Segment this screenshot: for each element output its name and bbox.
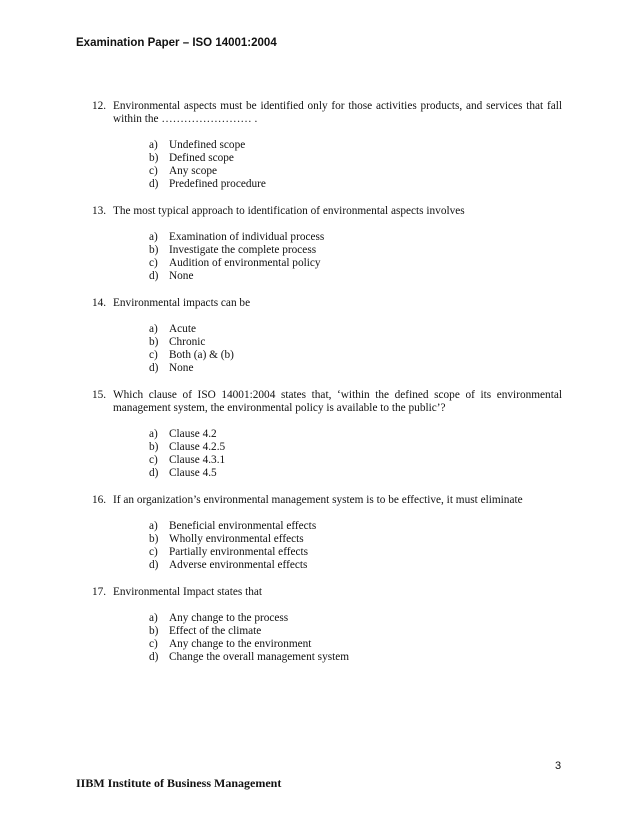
question-list — [92, 100, 562, 678]
option-b — [149, 152, 562, 165]
option-a — [149, 323, 562, 336]
option-letter: d) — [149, 362, 159, 374]
option-text: Chronic — [169, 336, 206, 348]
page-number: 3 — [555, 760, 562, 772]
option-list — [92, 139, 562, 191]
option-letter: c) — [149, 165, 158, 177]
option-text: Defined scope — [169, 152, 234, 164]
option-list — [92, 612, 562, 664]
question-stem — [92, 205, 562, 218]
option-letter: a) — [149, 139, 158, 151]
question-number: 15. — [92, 389, 107, 401]
question-number: 14. — [92, 297, 107, 309]
option-text: Clause 4.2.5 — [169, 441, 226, 453]
option-b — [149, 441, 562, 454]
option-text: None — [169, 270, 194, 282]
question-number: 13. — [92, 205, 107, 217]
question-number: 12. — [92, 100, 107, 112]
option-d — [149, 270, 562, 283]
question-number: 16. — [92, 494, 107, 506]
option-b — [149, 533, 562, 546]
option-letter: a) — [149, 428, 158, 440]
option-text: Any change to the environment — [169, 638, 312, 650]
option-text: Examination of individual process — [169, 231, 325, 243]
option-a — [149, 428, 562, 441]
option-letter: a) — [149, 612, 158, 624]
option-text: Change the overall management system — [169, 651, 350, 663]
question-text: The most typical approach to identification of environmental aspects involves — [113, 205, 465, 217]
page-header-title: Examination Paper – ISO 14001:2004 — [76, 37, 277, 49]
option-letter: d) — [149, 270, 159, 282]
option-d — [149, 651, 562, 664]
option-text: Predefined procedure — [169, 178, 266, 190]
option-text: Adverse environmental effects — [169, 559, 308, 571]
option-list — [92, 231, 562, 283]
option-letter: c) — [149, 257, 158, 269]
question-15 — [92, 389, 562, 480]
option-list — [92, 520, 562, 572]
option-d — [149, 362, 562, 375]
option-text: Effect of the climate — [169, 625, 262, 637]
option-text: Clause 4.5 — [169, 467, 217, 479]
question-stem — [92, 297, 562, 310]
option-c — [149, 349, 562, 362]
option-letter: c) — [149, 349, 158, 361]
option-letter: a) — [149, 323, 158, 335]
question-stem — [92, 100, 562, 126]
option-letter: c) — [149, 638, 158, 650]
option-c — [149, 165, 562, 178]
question-13 — [92, 205, 562, 283]
option-c — [149, 546, 562, 559]
option-text: Wholly environmental effects — [169, 533, 304, 545]
footer-institute-name: IIBM Institute of Business Management — [76, 776, 282, 790]
question-stem — [92, 586, 562, 599]
option-letter: c) — [149, 546, 158, 558]
option-letter: b) — [149, 244, 159, 256]
option-text: Investigate the complete process — [169, 244, 317, 256]
option-b — [149, 625, 562, 638]
question-text: Which clause of ISO 14001:2004 states that, ‘within the defined scope of its environmental management system, the environmental policy is available to the public’? — [113, 389, 562, 414]
option-text: Clause 4.3.1 — [169, 454, 226, 466]
option-text: Audition of environmental policy — [169, 257, 321, 269]
option-text: Both (a) & (b) — [169, 349, 234, 361]
option-letter: b) — [149, 625, 159, 637]
question-12 — [92, 100, 562, 191]
option-letter: b) — [149, 152, 159, 164]
option-text: None — [169, 362, 194, 374]
option-a — [149, 612, 562, 625]
question-text: Environmental Impact states that — [113, 586, 263, 598]
question-stem — [92, 494, 562, 507]
option-letter: b) — [149, 336, 159, 348]
option-text: Clause 4.2 — [169, 428, 217, 440]
question-number: 17. — [92, 586, 107, 598]
question-text: Environmental aspects must be identified only for those activities products, and services that fall within the …………………… . — [113, 100, 562, 125]
option-d — [149, 559, 562, 572]
question-17 — [92, 586, 562, 664]
option-c — [149, 638, 562, 651]
option-letter: a) — [149, 231, 158, 243]
question-16 — [92, 494, 562, 572]
option-letter: d) — [149, 467, 159, 479]
option-d — [149, 178, 562, 191]
option-letter: d) — [149, 559, 159, 571]
question-text: If an organization’s environmental management system is to be effective, it must eliminate — [113, 494, 523, 506]
question-text: Environmental impacts can be — [113, 297, 251, 309]
option-letter: c) — [149, 454, 158, 466]
option-text: Any change to the process — [169, 612, 289, 624]
option-a — [149, 139, 562, 152]
option-letter: d) — [149, 178, 159, 190]
option-letter: a) — [149, 520, 158, 532]
option-text: Undefined scope — [169, 139, 246, 151]
option-c — [149, 257, 562, 270]
option-list — [92, 428, 562, 480]
option-a — [149, 231, 562, 244]
option-letter: b) — [149, 441, 159, 453]
option-a — [149, 520, 562, 533]
option-list — [92, 323, 562, 375]
option-d — [149, 467, 562, 480]
option-text: Acute — [169, 323, 196, 335]
option-text: Beneficial environmental effects — [169, 520, 317, 532]
option-letter: b) — [149, 533, 159, 545]
question-stem — [92, 389, 562, 415]
question-14 — [92, 297, 562, 375]
option-text: Any scope — [169, 165, 218, 177]
option-letter: d) — [149, 651, 159, 663]
option-b — [149, 336, 562, 349]
option-text: Partially environmental effects — [169, 546, 309, 558]
option-c — [149, 454, 562, 467]
option-b — [149, 244, 562, 257]
